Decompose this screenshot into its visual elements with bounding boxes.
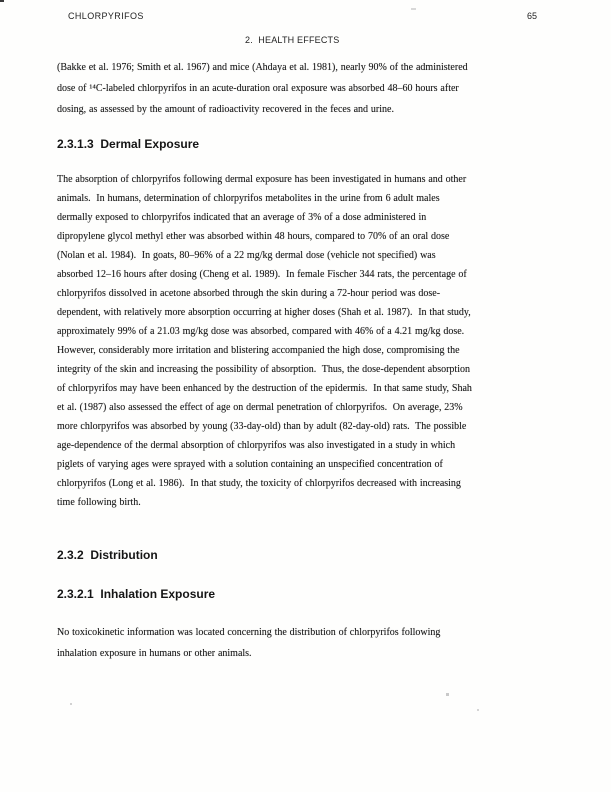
running-header: CHLORPYRIFOS — [68, 11, 144, 21]
scan-artifact — [477, 709, 479, 711]
scan-artifact — [411, 8, 416, 10]
text-line: approximately 99% of a 21.03 mg/kg dose was absorbed, compared with 46% of a 4.21 mg/kg dose. — [57, 326, 465, 337]
text-line: dose of ¹⁴C-labeled chlorpyrifos in an acute-duration oral exposure was absorbed 48–60 hours after — [57, 83, 459, 94]
text-line: chlorpyrifos (Long et al. 1986). In that study, the toxicity of chlorpyrifos decreased with increasing — [57, 478, 461, 489]
scan-artifact — [446, 693, 449, 696]
text-line: (Bakke et al. 1976; Smith et al. 1967) and mice (Ahdaya et al. 1981), nearly 90% of the administered — [57, 62, 468, 73]
paragraph-oral-absorption — [57, 57, 577, 120]
page-number: 65 — [527, 11, 538, 21]
text-line: (Nolan et al. 1984). In goats, 80–96% of a 22 mg/kg dermal dose (vehicle not specified) was — [57, 250, 436, 261]
text-line: et al. (1987) also assessed the effect of age on dermal penetration of chlorpyrifos. On average, 23% — [57, 402, 463, 413]
text-line: dipropylene glycol methyl ether was absorbed within 48 hours, compared to 70% of an oral dose — [57, 231, 450, 242]
text-line: absorbed 12–16 hours after dosing (Cheng et al. 1989). In female Fischer 344 rats, the percentage of — [57, 269, 467, 280]
text-line: chlorpyrifos dissolved in acetone absorbed through the skin during a 72-hour period was dose- — [57, 288, 441, 299]
paragraph-dermal-absorption — [57, 170, 577, 512]
text-line: No toxicokinetic information was located concerning the distribution of chlorpyrifos following — [57, 627, 441, 638]
text-line: dermally exposed to chlorpyrifos indicated that an average of 3% of a dose administered in — [57, 212, 427, 223]
text-line: integrity of the skin and increasing the possibility of absorption. Thus, the dose-dependent absorption — [57, 364, 470, 375]
scan-artifact — [70, 703, 72, 705]
text-line: The absorption of chlorpyrifos following dermal exposure has been investigated in humans and other — [57, 174, 467, 185]
section-heading-dermal-exposure: 2.3.1.3 Dermal Exposure — [57, 137, 200, 151]
section-heading-distribution: 2.3.2 Distribution — [57, 548, 158, 562]
text-line: dosing, as assessed by the amount of radioactivity recovered in the feces and urine. — [57, 104, 394, 115]
text-line: inhalation exposure in humans or other animals. — [57, 648, 252, 659]
scan-artifact — [0, 0, 4, 2]
text-line: age-dependence of the dermal absorption of chlorpyrifos was also investigated in a study in which — [57, 440, 456, 451]
text-line: time following birth. — [57, 497, 141, 508]
text-line: piglets of varying ages were sprayed with a solution containing an unspecified concentration of — [57, 459, 443, 470]
text-line: more chlorpyrifos was absorbed by young (33-day-old) than by adult (82-day-old) rats. The possible — [57, 421, 467, 432]
paragraph-inhalation-distribution — [57, 622, 577, 664]
text-line: dependent, with relatively more absorption occurring at higher doses (Shah et al. 1987). In that study, — [57, 307, 471, 318]
text-line: of chlorpyrifos may have been enhanced by the destruction of the epidermis. In that same study, Shah — [57, 383, 472, 394]
chapter-header: 2. HEALTH EFFECTS — [245, 35, 340, 45]
text-line: animals. In humans, determination of chlorpyrifos metabolites in the urine from 6 adult males — [57, 193, 440, 204]
text-line: However, considerably more irritation and blistering accompanied the high dose, compromising the — [57, 345, 460, 356]
section-heading-inhalation-exposure: 2.3.2.1 Inhalation Exposure — [57, 587, 216, 601]
